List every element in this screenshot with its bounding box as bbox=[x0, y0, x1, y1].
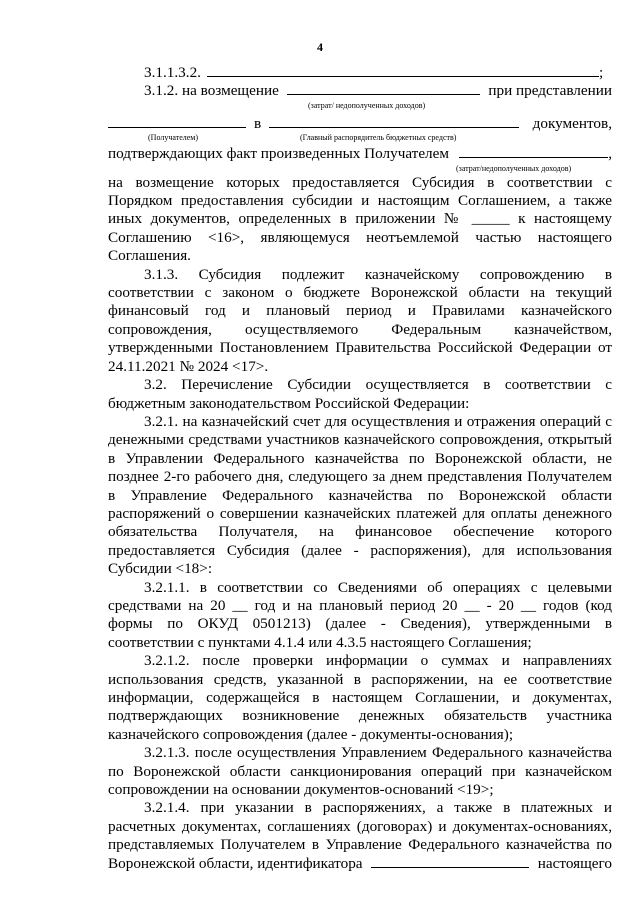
caption-row-1 bbox=[108, 101, 612, 111]
paragraph-3-2-1-4: 3.2.1.4. при указании в распоряжениях, а также в платежных и расчетных документах, соглашениях (договорах) и документах-основаниях, представляемых Получателем в Управление Федерального казначейства по bbox=[108, 799, 612, 854]
identifier-line bbox=[108, 855, 612, 873]
blank-line bbox=[287, 82, 481, 95]
paragraph-3-2: 3.2. Перечисление Субсидии осуществляется в соответствии с бюджетным законодательством Российской Федерации: bbox=[108, 376, 612, 412]
identifier-tail: настоящего bbox=[537, 854, 612, 872]
paragraph-3-1-3: 3.1.3. Субсидия подлежит казначейскому сопровождению в соответствии с законом о бюджете Воронежской области на текущий финансовый год и плановый период и Правилами казначейского сопровождения, осуществляемого Федеральным казначейством, утвержденными Постановлением Правительства Российской Федерации от 24.11.2021 № 2024 <17>. bbox=[108, 265, 612, 375]
paragraph-3-2-1-3: 3.2.1.3. после осуществления Управлением Федерального казначейства по Воронежской области санкционирования операций при казначейском сопровождении на основании документов-оснований <19>; bbox=[108, 744, 612, 799]
caption-costs: (затрат/ недополученных доходов) bbox=[308, 100, 426, 110]
blank-line-recipient bbox=[108, 115, 246, 128]
blank-line-identifier bbox=[371, 855, 529, 868]
clause-3-1-2-start: 3.1.2. на возмещение bbox=[144, 82, 279, 100]
blank-line bbox=[459, 145, 608, 158]
preposition-in: в bbox=[254, 114, 262, 132]
caption-costs-2: (затрат/недополученных доходов) bbox=[456, 163, 572, 173]
clause-3-1-2 bbox=[108, 82, 612, 100]
paragraph-3-2-1-2: 3.2.1.2. после проверки информации о суммах и направлениях использования средств, указанной в распоряжении, на ее соответствие информации, содержащейся в настоящем Соглашении, и документах, подтверждающих возникновение денежных обязательств участника казначейского сопровождения (далее - документы-основания); bbox=[108, 652, 612, 743]
clause-tail: ; bbox=[598, 64, 604, 81]
confirming-text: подтверждающих факт произведенных Получателем bbox=[108, 145, 449, 163]
paragraph-reimbursement: на возмещение которых предоставляется Субсидия в соответствии с Порядком предоставления субсидии и настоящим Соглашением, а также иных документов, определенных в приложении № _____ к настоящему Соглашению <16>, являющемуся неотъемлемой частью настоящего Соглашения. bbox=[108, 173, 612, 265]
recipient-line bbox=[108, 115, 612, 133]
identifier-text: Воронежской области, идентификатора bbox=[108, 854, 363, 872]
caption-row-2 bbox=[108, 133, 612, 143]
paragraph-3-2-1-1: 3.2.1.1. в соответствии со Сведениями об операциях с целевыми средствами на 20 __ год и на плановый период 20 __ - 20 __ годов (код формы по ОКУД 0501213) (далее - Сведения), утвержденными в соответствии с пунктами 4.1.4 или 4.3.5 настоящего Соглашения; bbox=[108, 578, 612, 651]
caption-distributor: (Главный распорядитель бюджетных средств) bbox=[300, 133, 457, 143]
paragraph-3-2-1: 3.2.1. на казначейский счет для осуществления и отражения операций с денежными средствами участников казначейского сопровождения, открытый в Управлении Федерального казначейства по Воронежской области, не позднее 2-го рабочего дня, следующего за днем представления Получателем в Управление Федерального казначейства по Воронежской области распоряжений о совершении казначейских платежей для оплаты денежного обязательства Получателя, на финансовое обеспечение которого предоставляется Субсидия (далее - распоряжения), для использования Субсидии <18>: bbox=[108, 412, 612, 578]
page-number: 4 bbox=[317, 40, 323, 54]
caption-row-3 bbox=[108, 164, 612, 174]
clause-number: 3.1.1.3.2. bbox=[144, 64, 201, 81]
documents-word: документов, bbox=[532, 114, 612, 132]
caption-recipient: (Получателем) bbox=[148, 133, 199, 143]
clause-3-1-2-end: при представлении bbox=[488, 82, 612, 100]
confirming-tail: , bbox=[608, 145, 612, 163]
clause-3-1-1-3-2 bbox=[108, 64, 612, 82]
blank-line bbox=[207, 64, 599, 77]
confirming-line bbox=[108, 145, 612, 163]
document-body bbox=[108, 64, 612, 873]
blank-line-distributor bbox=[269, 115, 519, 128]
